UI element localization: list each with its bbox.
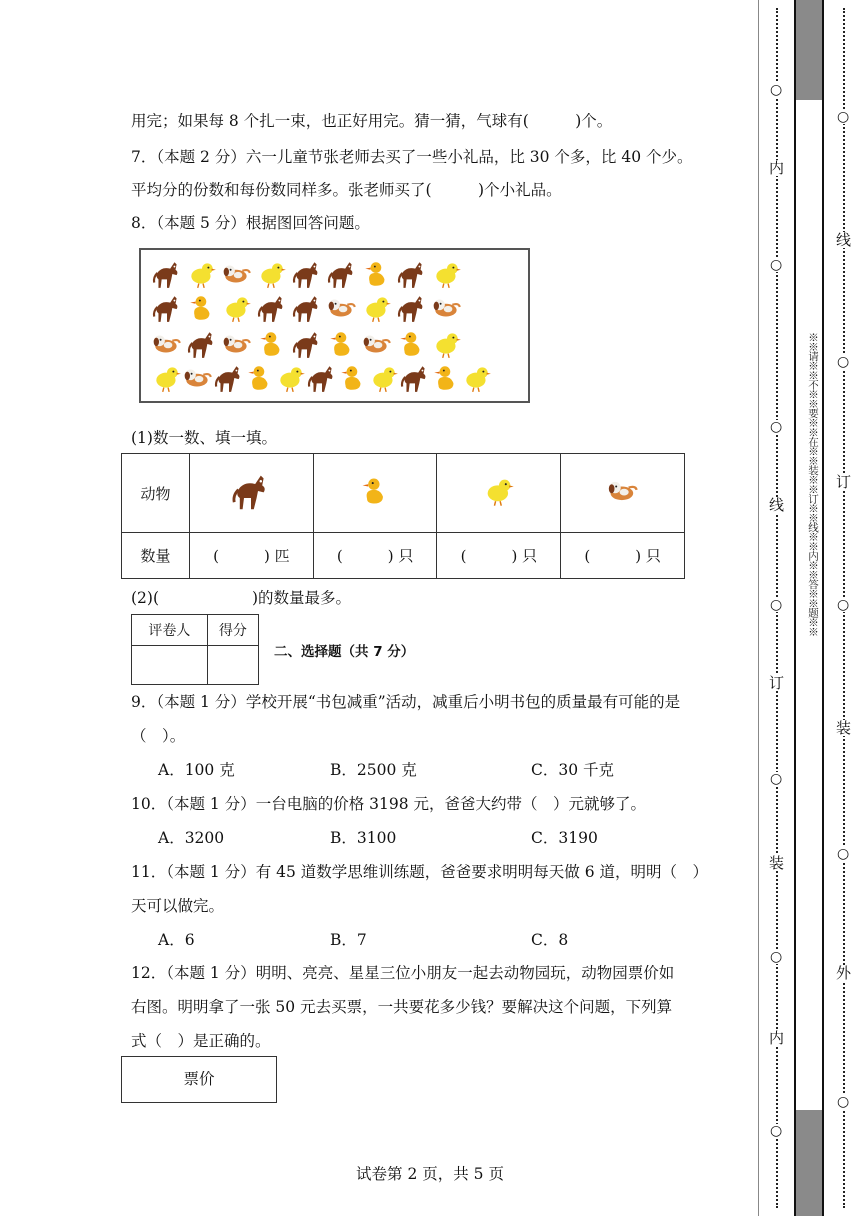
inner-label-2: 装 xyxy=(836,719,852,737)
outer-circle-0: ○ xyxy=(770,82,783,98)
q11-option-b[interactable]: B．7 xyxy=(330,931,367,949)
binding-rule-left xyxy=(794,0,796,1216)
page-footer: 试卷第 2 页，共 5 页 xyxy=(356,1165,504,1183)
q7-line1: 7．（本题 2 分）六一儿童节张老师去买了一些小礼品，比 30 个多，比 40 个少。 xyxy=(131,148,693,166)
inner-circle-2: ○ xyxy=(837,597,850,613)
duckling-icon xyxy=(244,362,276,398)
q11-option-a[interactable]: A．6 xyxy=(158,931,195,949)
q12-line2: 右图。明明拿了一张 50 元去买票，一共要花多少钱？要解决这个问题，下列算 xyxy=(131,998,673,1016)
no-answer-note: ※※请※※不※※要※※在※※装※※订※※线※※内※※答※※题※※ xyxy=(807,332,819,636)
q8-title: 8．（本题 5 分）根据图回答问题。 xyxy=(131,214,370,232)
ticket-price-box: 票价 xyxy=(121,1056,277,1103)
cell-duckling xyxy=(313,454,437,533)
chick-icon xyxy=(186,258,218,294)
reviewer-label: 评卷人 xyxy=(132,615,208,646)
puppy-icon xyxy=(151,328,183,364)
row-label-animal: 动物 xyxy=(122,454,190,533)
puppy-icon xyxy=(182,362,214,398)
q9-option-a[interactable]: A．100 克 xyxy=(158,761,235,779)
chick-icon xyxy=(151,362,183,398)
q12-line1: 12．（本题 1 分）明明、亮亮、星星三位小朋友一起去动物园玩，动物园票价如 xyxy=(131,964,675,982)
count-duckling[interactable]: ( ) 只 xyxy=(313,533,437,579)
horse-icon xyxy=(306,362,338,398)
chick-icon xyxy=(461,362,493,398)
chick-icon xyxy=(361,292,393,328)
q11-line2: 天可以做完。 xyxy=(131,897,225,915)
q10-option-a[interactable]: A．3200 xyxy=(158,829,225,847)
outer-circle-5: ○ xyxy=(770,949,783,965)
horse-icon xyxy=(230,498,272,516)
puppy-icon xyxy=(326,292,358,328)
section2-title: 二、选择题（共 7 分） xyxy=(274,644,415,660)
duckling-icon xyxy=(256,328,288,364)
grader-table xyxy=(131,614,259,685)
horse-icon xyxy=(291,328,323,364)
count-horse[interactable]: ( ) 匹 xyxy=(190,533,314,579)
inner-circle-4: ○ xyxy=(837,1094,850,1110)
count-chick[interactable]: ( ) 只 xyxy=(437,533,561,579)
outer-label-3: 装 xyxy=(769,854,785,872)
duckling-icon xyxy=(337,362,369,398)
cell-chick xyxy=(437,454,561,533)
q11-option-c[interactable]: C．8 xyxy=(531,931,569,949)
outer-circle-1: ○ xyxy=(770,257,783,273)
horse-icon xyxy=(396,292,428,328)
chick-icon xyxy=(256,258,288,294)
score-field[interactable] xyxy=(207,646,258,685)
outer-label-0: 内 xyxy=(769,159,785,177)
puppy-icon xyxy=(431,292,463,328)
q12-line3: 式（ ）是正确的。 xyxy=(131,1032,271,1050)
binding-rule-right xyxy=(822,0,824,1216)
inner-label-1: 订 xyxy=(836,473,852,491)
q8-sub1: (1)数一数、填一填。 xyxy=(131,429,277,447)
cell-horse xyxy=(190,454,314,533)
outer-circle-2: ○ xyxy=(770,419,783,435)
outer-label-1: 线 xyxy=(769,496,785,514)
horse-icon xyxy=(213,362,245,398)
horse-icon xyxy=(291,258,323,294)
score-label: 得分 xyxy=(207,615,258,646)
puppy-icon xyxy=(606,494,640,512)
q10-text: 10．（本题 1 分）一台电脑的价格 3198 元，爸爸大约带（ ）元就够了。 xyxy=(131,795,646,813)
gray-band-bottom xyxy=(796,1110,822,1216)
chick-icon xyxy=(368,362,400,398)
inner-circle-1: ○ xyxy=(837,354,850,370)
q9-line2: （ ）。 xyxy=(131,727,186,745)
duckling-icon xyxy=(326,328,358,364)
chick-icon xyxy=(431,328,463,364)
gray-band-top xyxy=(796,0,822,100)
horse-icon xyxy=(399,362,431,398)
q10-option-b[interactable]: B．3100 xyxy=(330,829,397,847)
chick-icon xyxy=(431,258,463,294)
reviewer-field[interactable] xyxy=(132,646,208,685)
duckling-icon xyxy=(430,362,462,398)
outer-circle-3: ○ xyxy=(770,597,783,613)
q7-line2: 平均分的份数和每份数同样多。张老师买了( )个小礼品。 xyxy=(131,181,562,199)
animal-picture xyxy=(139,248,530,403)
horse-icon xyxy=(151,292,183,328)
horse-icon xyxy=(291,292,323,328)
inner-circle-0: ○ xyxy=(837,109,850,125)
count-table xyxy=(121,453,685,579)
q11-line1: 11．（本题 1 分）有 45 道数学思维训练题，爸爸要求明明每天做 6 道，明明（ ） xyxy=(131,863,708,881)
chick-icon xyxy=(482,494,516,512)
chick-icon xyxy=(275,362,307,398)
horse-icon xyxy=(256,292,288,328)
duckling-icon xyxy=(396,328,428,364)
row-label-count: 数量 xyxy=(122,533,190,579)
outer-label-2: 订 xyxy=(769,674,785,692)
horse-icon xyxy=(326,258,358,294)
q6-tail: 用完；如果每 8 个扎一束，也正好用完。猜一猜，气球有( )个。 xyxy=(131,112,613,130)
cell-puppy xyxy=(561,454,685,533)
horse-icon xyxy=(396,258,428,294)
inner-label-0: 线 xyxy=(836,231,852,249)
q9-line1: 9．（本题 1 分）学校开展“书包减重”活动，减重后小明书包的质量最有可能的是 xyxy=(131,693,681,711)
outer-circle-4: ○ xyxy=(770,771,783,787)
duckling-icon xyxy=(358,494,392,512)
outer-label-4: 内 xyxy=(769,1029,785,1047)
puppy-icon xyxy=(221,258,253,294)
count-puppy[interactable]: ( ) 只 xyxy=(561,533,685,579)
inner-circle-3: ○ xyxy=(837,846,850,862)
horse-icon xyxy=(186,328,218,364)
puppy-icon xyxy=(221,328,253,364)
chick-icon xyxy=(221,292,253,328)
duckling-icon xyxy=(361,258,393,294)
q8-sub2: (2)( )的数量最多。 xyxy=(131,589,352,607)
horse-icon xyxy=(151,258,183,294)
puppy-icon xyxy=(361,328,393,364)
q9-option-b[interactable]: B．2500 克 xyxy=(330,761,417,779)
inner-label-3: 外 xyxy=(836,964,852,982)
outer-circle-6: ○ xyxy=(770,1123,783,1139)
duckling-icon xyxy=(186,292,218,328)
q9-option-c[interactable]: C．30 千克 xyxy=(531,761,615,779)
q10-option-c[interactable]: C．3190 xyxy=(531,829,598,847)
